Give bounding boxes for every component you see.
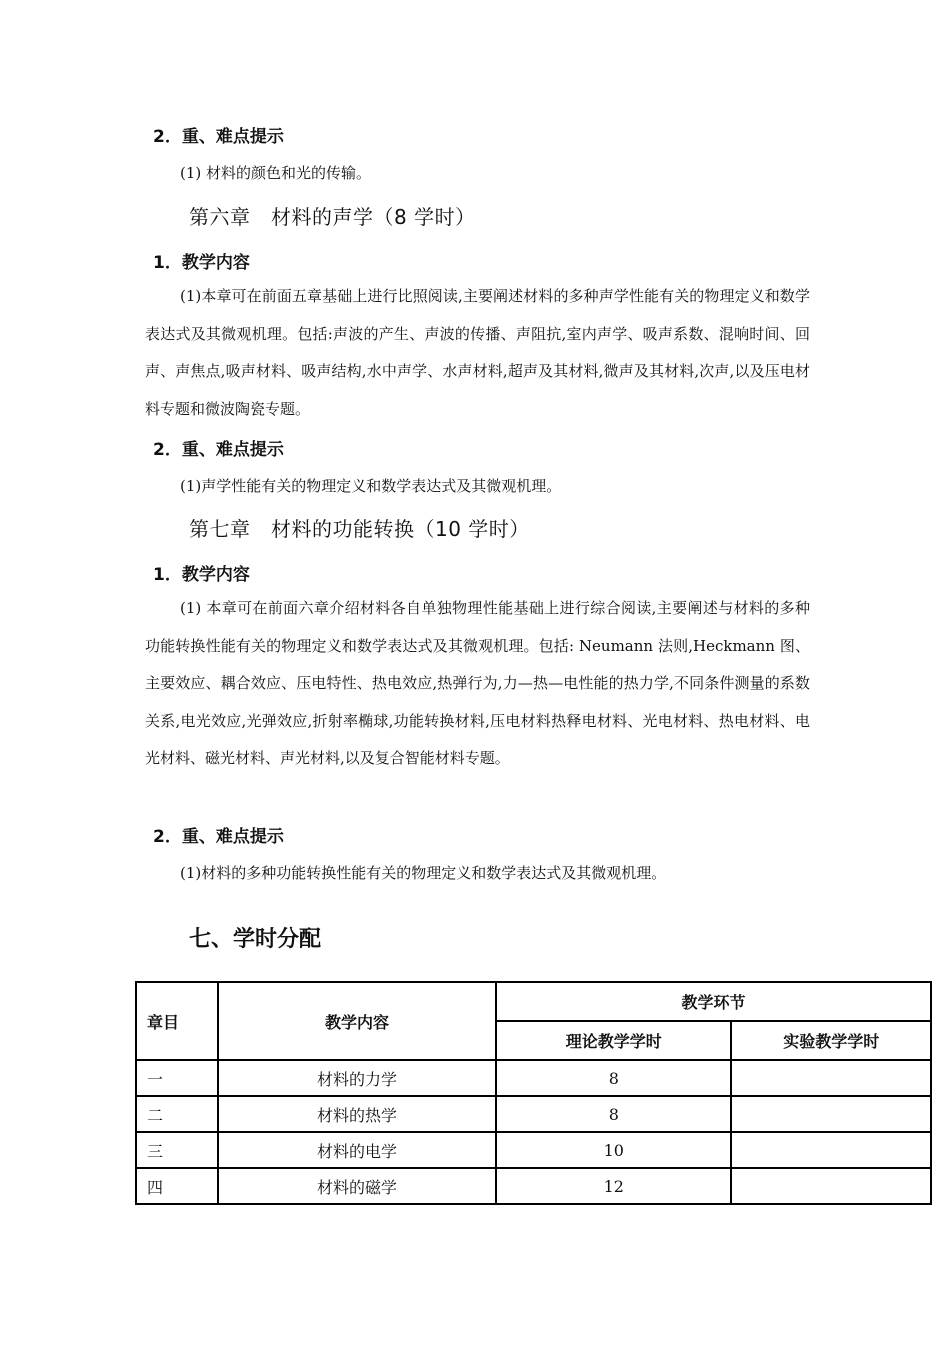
cell-chapter: 二	[136, 1096, 218, 1132]
section-7-title: 七、学时分配	[189, 927, 322, 952]
chapter-6-content-paragraph: (1)本章可在前面五章基础上进行比照阅读,主要阐述材料的多种声学性能有关的物理定义和数学表达式及其微观机理。包括:声波的产生、声波的传播、声阻抗,室内声学、吸声系数、混响时间、回声、声焦点,吸声材料、吸声结构,水中声学、水声材料,超声及其材料,微声及其材料,次声,以及压电材料专题和微波陶瓷专题。	[145, 287, 810, 418]
chapter-7-key-heading: 2．重、难点提示	[153, 827, 284, 847]
header-chapter: 章目	[136, 982, 218, 1060]
hours-allocation-table	[135, 981, 932, 1205]
table-row	[136, 1168, 931, 1204]
table-row	[136, 1096, 931, 1132]
table-row	[136, 1132, 931, 1168]
cell-lab	[731, 1096, 931, 1132]
header-teaching-segment: 教学环节	[496, 982, 931, 1021]
cell-theory: 8	[496, 1096, 731, 1132]
chapter-6-key-item: (1)声学性能有关的物理定义和数学表达式及其微观机理。	[180, 477, 562, 495]
section-heading-key-points: 2．重、难点提示	[153, 127, 284, 147]
header-content: 教学内容	[218, 982, 496, 1060]
cell-content: 材料的力学	[218, 1060, 496, 1096]
cell-lab	[731, 1132, 931, 1168]
chapter-6-key-heading: 2．重、难点提示	[153, 440, 284, 460]
chapter-7-key-item: (1)材料的多种功能转换性能有关的物理定义和数学表达式及其微观机理。	[180, 864, 667, 882]
cell-theory: 8	[496, 1060, 731, 1096]
key-point-item: (1) 材料的颜色和光的传输。	[180, 164, 372, 182]
chapter-6-title: 第六章 材料的声学（8 学时）	[189, 205, 476, 229]
cell-chapter: 一	[136, 1060, 218, 1096]
cell-chapter: 三	[136, 1132, 218, 1168]
chapter-6-content-heading: 1．教学内容	[153, 253, 250, 273]
cell-chapter: 四	[136, 1168, 218, 1204]
cell-content: 材料的磁学	[218, 1168, 496, 1204]
cell-lab	[731, 1060, 931, 1096]
header-theory-hours: 理论教学学时	[496, 1021, 731, 1060]
header-lab-hours: 实验教学学时	[731, 1021, 931, 1060]
cell-content: 材料的电学	[218, 1132, 496, 1168]
chapter-7-title: 第七章 材料的功能转换（10 学时）	[189, 517, 530, 541]
chapter-7-content-heading: 1．教学内容	[153, 565, 250, 585]
cell-lab	[731, 1168, 931, 1204]
cell-theory: 12	[496, 1168, 731, 1204]
cell-content: 材料的热学	[218, 1096, 496, 1132]
table-header-row	[136, 982, 931, 1021]
cell-theory: 10	[496, 1132, 731, 1168]
table-row	[136, 1060, 931, 1096]
chapter-7-content-paragraph: (1) 本章可在前面六章介绍材料各自单独物理性能基础上进行综合阅读,主要阐述与材料的多种功能转换性能有关的物理定义和数学表达式及其微观机理。包括: Neumann 法则,Heckmann 图、主要效应、耦合效应、压电特性、热电效应,热弹行为,力—热—电性能的热力学,不同条件测量的系数关系,电光效应,光弹效应,折射率椭球,功能转换材料,压电材料热释电材料、光电材料、热电材料、电光材料、磁光材料、声光材料,以及复合智能材料专题。	[145, 599, 810, 768]
